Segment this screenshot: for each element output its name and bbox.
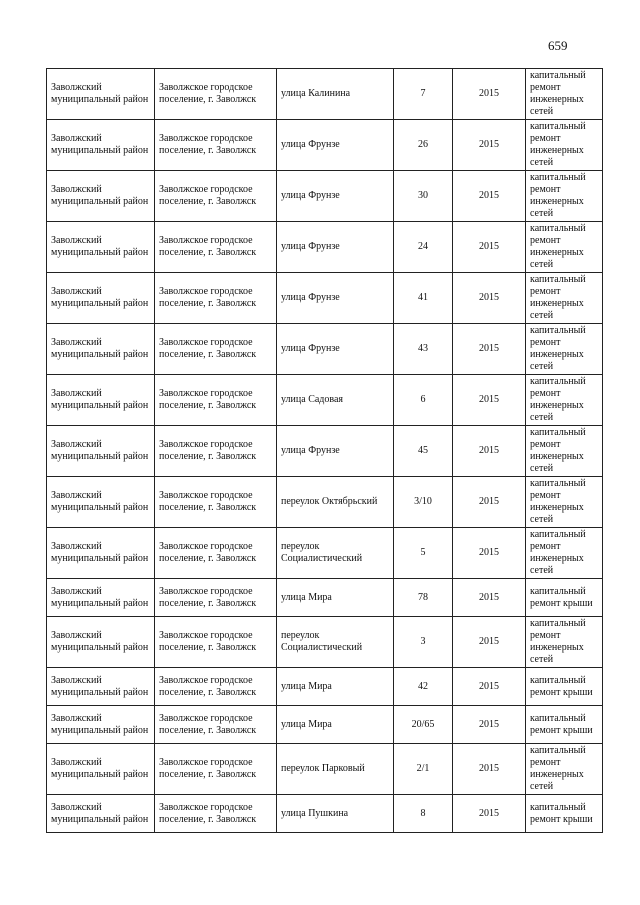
district-cell: Заволжский муниципальный район bbox=[47, 528, 155, 579]
work-cell: капитальный ремонт инженерных сетей bbox=[526, 120, 603, 171]
work-cell: капитальный ремонт инженерных сетей bbox=[526, 528, 603, 579]
work-cell: капитальный ремонт инженерных сетей bbox=[526, 744, 603, 795]
work-cell: капитальный ремонт инженерных сетей bbox=[526, 477, 603, 528]
year-cell: 2015 bbox=[453, 579, 526, 617]
district-cell: Заволжский муниципальный район bbox=[47, 375, 155, 426]
house-cell: 3/10 bbox=[394, 477, 453, 528]
work-cell: капитальный ремонт крыши bbox=[526, 579, 603, 617]
year-cell: 2015 bbox=[453, 375, 526, 426]
street-cell: улица Садовая bbox=[277, 375, 394, 426]
settlement-cell: Заволжское городское поселение, г. Заволжск bbox=[155, 426, 277, 477]
district-cell: Заволжский муниципальный район bbox=[47, 69, 155, 120]
work-cell: капитальный ремонт инженерных сетей bbox=[526, 69, 603, 120]
house-cell: 6 bbox=[394, 375, 453, 426]
year-cell: 2015 bbox=[453, 324, 526, 375]
house-cell: 2/1 bbox=[394, 744, 453, 795]
year-cell: 2015 bbox=[453, 273, 526, 324]
house-cell: 26 bbox=[394, 120, 453, 171]
repair-table bbox=[46, 68, 603, 833]
work-cell: капитальный ремонт инженерных сетей bbox=[526, 617, 603, 668]
house-cell: 8 bbox=[394, 795, 453, 833]
work-cell: капитальный ремонт инженерных сетей bbox=[526, 426, 603, 477]
table-row bbox=[47, 426, 603, 477]
settlement-cell: Заволжское городское поселение, г. Заволжск bbox=[155, 120, 277, 171]
settlement-cell: Заволжское городское поселение, г. Заволжск bbox=[155, 375, 277, 426]
street-cell: улица Фрунзе bbox=[277, 222, 394, 273]
settlement-cell: Заволжское городское поселение, г. Заволжск bbox=[155, 579, 277, 617]
year-cell: 2015 bbox=[453, 69, 526, 120]
street-cell: улица Фрунзе bbox=[277, 273, 394, 324]
house-cell: 78 bbox=[394, 579, 453, 617]
street-cell: улица Фрунзе bbox=[277, 426, 394, 477]
table-row bbox=[47, 795, 603, 833]
table-row bbox=[47, 477, 603, 528]
table-row bbox=[47, 69, 603, 120]
settlement-cell: Заволжское городское поселение, г. Заволжск bbox=[155, 477, 277, 528]
house-cell: 41 bbox=[394, 273, 453, 324]
repair-table-body bbox=[47, 69, 603, 833]
settlement-cell: Заволжское городское поселение, г. Заволжск bbox=[155, 795, 277, 833]
district-cell: Заволжский муниципальный район bbox=[47, 706, 155, 744]
street-cell: улица Мира bbox=[277, 579, 394, 617]
house-cell: 45 bbox=[394, 426, 453, 477]
work-cell: капитальный ремонт инженерных сетей bbox=[526, 324, 603, 375]
district-cell: Заволжский муниципальный район bbox=[47, 222, 155, 273]
work-cell: капитальный ремонт инженерных сетей bbox=[526, 375, 603, 426]
table-row bbox=[47, 617, 603, 668]
settlement-cell: Заволжское городское поселение, г. Заволжск bbox=[155, 528, 277, 579]
district-cell: Заволжский муниципальный район bbox=[47, 795, 155, 833]
district-cell: Заволжский муниципальный район bbox=[47, 273, 155, 324]
year-cell: 2015 bbox=[453, 795, 526, 833]
table-row bbox=[47, 668, 603, 706]
street-cell: улица Пушкина bbox=[277, 795, 394, 833]
settlement-cell: Заволжское городское поселение, г. Заволжск bbox=[155, 69, 277, 120]
year-cell: 2015 bbox=[453, 171, 526, 222]
table-row bbox=[47, 120, 603, 171]
year-cell: 2015 bbox=[453, 706, 526, 744]
year-cell: 2015 bbox=[453, 426, 526, 477]
work-cell: капитальный ремонт крыши bbox=[526, 706, 603, 744]
street-cell: улица Фрунзе bbox=[277, 120, 394, 171]
district-cell: Заволжский муниципальный район bbox=[47, 477, 155, 528]
house-cell: 24 bbox=[394, 222, 453, 273]
year-cell: 2015 bbox=[453, 668, 526, 706]
house-cell: 5 bbox=[394, 528, 453, 579]
street-cell: переулок Социалистический bbox=[277, 617, 394, 668]
table-row bbox=[47, 706, 603, 744]
district-cell: Заволжский муниципальный район bbox=[47, 668, 155, 706]
table-row bbox=[47, 528, 603, 579]
work-cell: капитальный ремонт инженерных сетей bbox=[526, 273, 603, 324]
settlement-cell: Заволжское городское поселение, г. Заволжск bbox=[155, 273, 277, 324]
house-cell: 30 bbox=[394, 171, 453, 222]
street-cell: улица Калинина bbox=[277, 69, 394, 120]
work-cell: капитальный ремонт инженерных сетей bbox=[526, 171, 603, 222]
work-cell: капитальный ремонт крыши bbox=[526, 795, 603, 833]
table-row bbox=[47, 744, 603, 795]
district-cell: Заволжский муниципальный район bbox=[47, 617, 155, 668]
year-cell: 2015 bbox=[453, 222, 526, 273]
table-row bbox=[47, 375, 603, 426]
district-cell: Заволжский муниципальный район bbox=[47, 426, 155, 477]
street-cell: улица Мира bbox=[277, 668, 394, 706]
street-cell: переулок Парковый bbox=[277, 744, 394, 795]
table-row bbox=[47, 579, 603, 617]
settlement-cell: Заволжское городское поселение, г. Заволжск bbox=[155, 171, 277, 222]
settlement-cell: Заволжское городское поселение, г. Заволжск bbox=[155, 668, 277, 706]
street-cell: улица Мира bbox=[277, 706, 394, 744]
year-cell: 2015 bbox=[453, 477, 526, 528]
year-cell: 2015 bbox=[453, 120, 526, 171]
street-cell: улица Фрунзе bbox=[277, 324, 394, 375]
district-cell: Заволжский муниципальный район bbox=[47, 744, 155, 795]
house-cell: 42 bbox=[394, 668, 453, 706]
year-cell: 2015 bbox=[453, 617, 526, 668]
house-cell: 3 bbox=[394, 617, 453, 668]
year-cell: 2015 bbox=[453, 744, 526, 795]
district-cell: Заволжский муниципальный район bbox=[47, 579, 155, 617]
work-cell: капитальный ремонт крыши bbox=[526, 668, 603, 706]
settlement-cell: Заволжское городское поселение, г. Заволжск bbox=[155, 744, 277, 795]
street-cell: улица Фрунзе bbox=[277, 171, 394, 222]
house-cell: 43 bbox=[394, 324, 453, 375]
work-cell: капитальный ремонт инженерных сетей bbox=[526, 222, 603, 273]
district-cell: Заволжский муниципальный район bbox=[47, 171, 155, 222]
table-row bbox=[47, 222, 603, 273]
street-cell: переулок Октябрьский bbox=[277, 477, 394, 528]
year-cell: 2015 bbox=[453, 528, 526, 579]
table-row bbox=[47, 171, 603, 222]
page-number: 659 bbox=[548, 38, 568, 53]
settlement-cell: Заволжское городское поселение, г. Заволжск bbox=[155, 222, 277, 273]
settlement-cell: Заволжское городское поселение, г. Заволжск bbox=[155, 617, 277, 668]
house-cell: 7 bbox=[394, 69, 453, 120]
house-cell: 20/65 bbox=[394, 706, 453, 744]
district-cell: Заволжский муниципальный район bbox=[47, 324, 155, 375]
street-cell: переулок Социалистический bbox=[277, 528, 394, 579]
district-cell: Заволжский муниципальный район bbox=[47, 120, 155, 171]
settlement-cell: Заволжское городское поселение, г. Заволжск bbox=[155, 324, 277, 375]
table-row bbox=[47, 324, 603, 375]
table-row bbox=[47, 273, 603, 324]
settlement-cell: Заволжское городское поселение, г. Заволжск bbox=[155, 706, 277, 744]
